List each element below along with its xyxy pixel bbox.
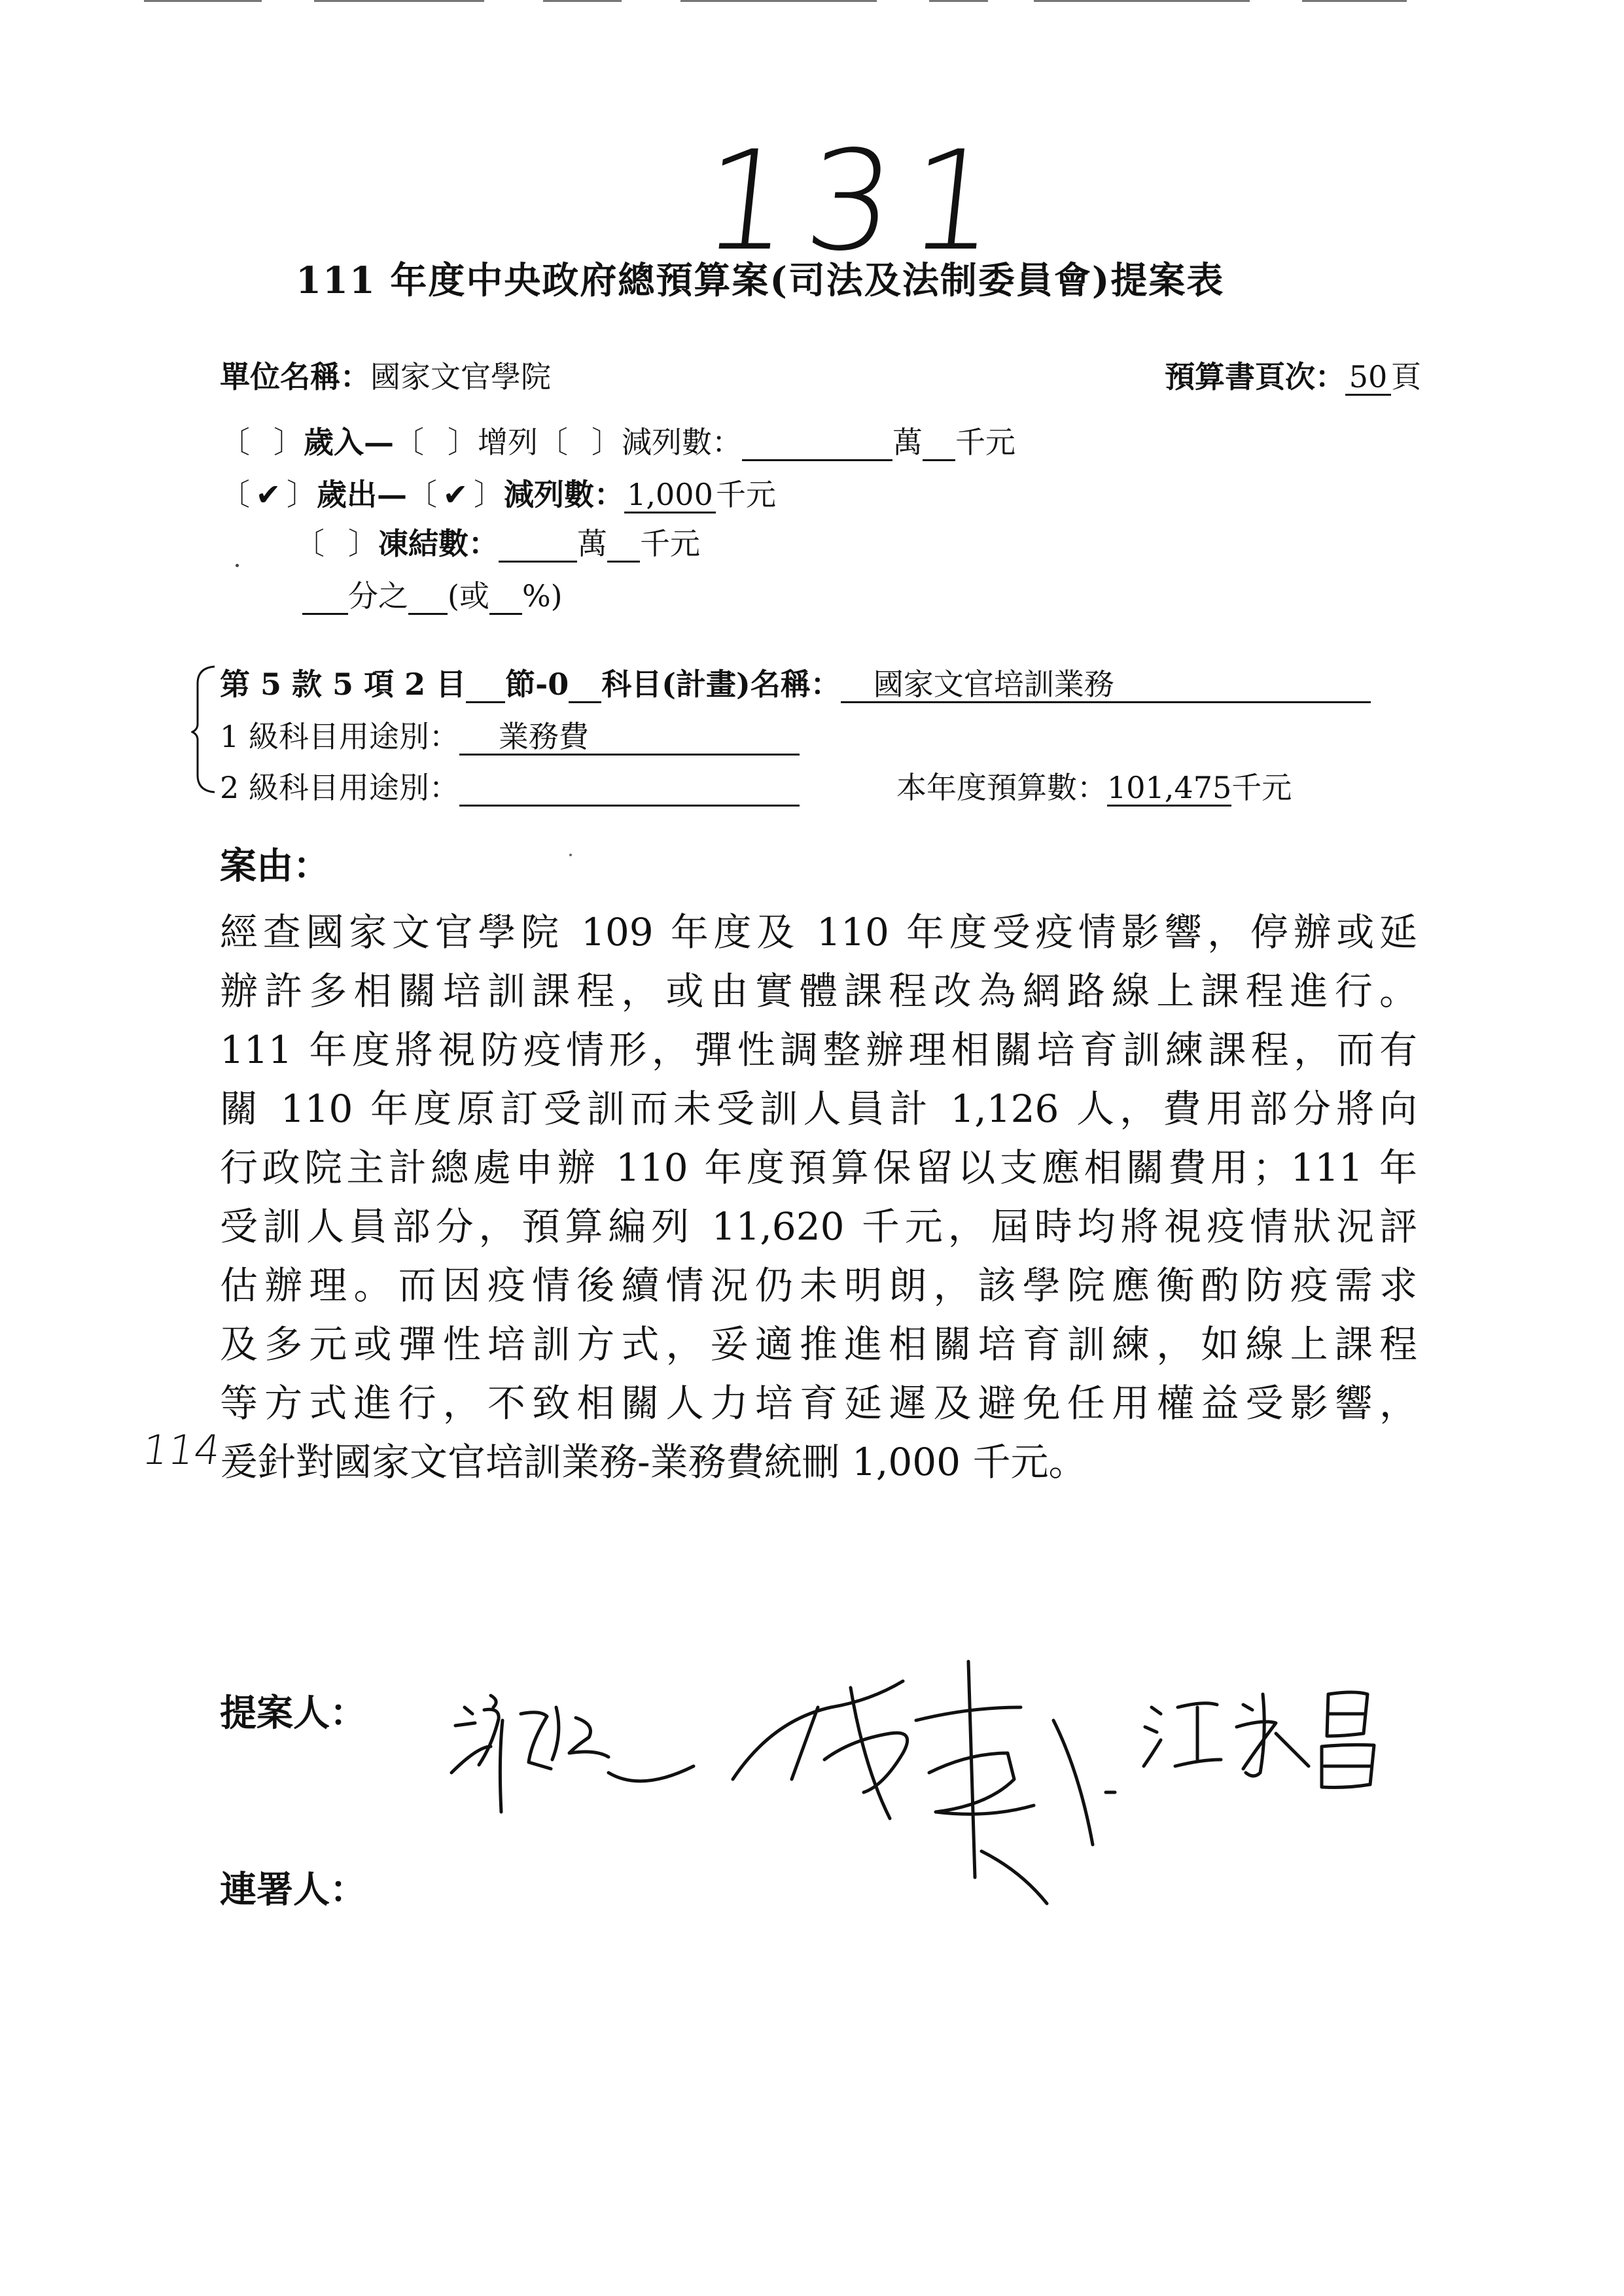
reason-line: 經查國家文官學院 109 年度及 110 年度受疫情影響，停辦或延 xyxy=(220,910,1417,954)
reason-heading: 案由： xyxy=(220,844,330,888)
freeze-checkbox[interactable]: 〔 〕 xyxy=(294,526,378,561)
freeze-row xyxy=(294,520,700,563)
freeze-wan-blank[interactable] xyxy=(499,527,577,563)
jie-label: 節-0 xyxy=(505,667,569,702)
page-ref-label: 預算書頁次： xyxy=(1165,359,1345,394)
scan-speck xyxy=(569,854,572,856)
expenditure-checkbox[interactable]: 〔 ✔ 〕 xyxy=(220,477,317,512)
top-border-dash xyxy=(1034,0,1250,2)
cosigner-label: 連署人： xyxy=(220,1868,366,1911)
decrease-checkbox[interactable]: 〔 〕 xyxy=(538,425,622,460)
percent-blank[interactable] xyxy=(489,580,522,615)
increase-label: 增列 xyxy=(478,425,538,460)
top-border-dash xyxy=(314,0,484,2)
budget-value: 101,475 xyxy=(1107,770,1232,805)
handwritten-margin-note: 114 xyxy=(139,1426,224,1474)
fraction-label: 分之 xyxy=(348,578,408,614)
account-row xyxy=(220,661,1371,704)
fraction-or-label: (或 xyxy=(448,578,489,614)
increase-checkbox[interactable]: 〔 〕 xyxy=(394,425,478,460)
scan-speck xyxy=(236,564,239,567)
reason-line: 及多元或彈性培訓方式，妥適推進相關培育訓練，如線上課程 xyxy=(220,1322,1417,1366)
revenue-row xyxy=(220,419,1015,462)
subject-value: 國家文官培訓業務 xyxy=(841,668,1371,703)
level1-label: 1 級科目用途別： xyxy=(220,719,459,754)
budget-label: 本年度預算數： xyxy=(896,770,1107,805)
revenue-qian-blank[interactable] xyxy=(923,426,955,461)
check-icon: ✔ xyxy=(255,477,281,512)
expenditure-label: 歲出— xyxy=(317,477,407,512)
level1-row xyxy=(220,713,800,756)
top-border-dash xyxy=(543,0,622,2)
page-ref-suffix: 頁 xyxy=(1391,359,1421,394)
subject-label: 科目(計畫)名稱： xyxy=(601,667,841,702)
freeze-label: 凍結數： xyxy=(378,526,499,561)
reason-line: 等方式進行，不致相關人力培育延遲及避免任用權益受影響， xyxy=(220,1381,1417,1425)
revenue-wan-blank[interactable] xyxy=(742,426,892,461)
unit-value: 國家文官學院 xyxy=(370,359,551,394)
top-border-dash xyxy=(680,0,877,2)
budget-unit: 千元 xyxy=(1231,770,1292,805)
fraction-numerator-blank[interactable] xyxy=(302,580,348,615)
proposer-signatures xyxy=(393,1642,1505,1917)
freeze-qian-blank[interactable] xyxy=(607,527,640,563)
level2-value[interactable] xyxy=(459,771,800,807)
reason-line: 111 年度將視防疫情形，彈性調整辦理相關培育訓練課程，而有 xyxy=(220,1028,1417,1072)
revenue-decrease-label: 減列數： xyxy=(622,425,742,460)
expenditure-row xyxy=(220,471,776,514)
revenue-checkbox[interactable]: 〔 〕 xyxy=(220,425,304,460)
jie-blank[interactable] xyxy=(466,668,505,703)
reason-line: 受訓人員部分，預算編列 11,620 千元，屆時均將視疫情狀況評 xyxy=(220,1204,1417,1249)
level2-label: 2 級科目用途別： xyxy=(220,770,459,805)
reason-line: 爰針對國家文官培訓業務-業務費統刪 1,000 千元。 xyxy=(220,1440,1087,1484)
percent-label: %) xyxy=(521,578,563,614)
unit-label: 單位名稱： xyxy=(220,359,370,394)
account-bracket xyxy=(191,664,217,795)
reason-line: 辦許多相關培訓課程，或由實體課程改為網路線上課程進行。 xyxy=(220,969,1417,1013)
expenditure-decrease-label: 減列數： xyxy=(504,477,624,512)
proposer-label: 提案人： xyxy=(220,1692,366,1735)
revenue-wan-label: 萬 xyxy=(892,425,923,460)
freeze-qian-label: 千元 xyxy=(640,526,700,561)
reason-line: 估辦理。而因疫情後續情況仍未明朗，該學院應衡酌防疫需求 xyxy=(220,1263,1417,1308)
top-border-dash xyxy=(1302,0,1407,2)
fraction-row xyxy=(302,572,563,616)
freeze-wan-label: 萬 xyxy=(577,526,607,561)
page-ref-value: 50 xyxy=(1345,360,1391,396)
check-icon: ✔ xyxy=(442,477,468,512)
account-prefix: 第 5 款 5 項 2 目 xyxy=(220,667,467,702)
document-title: 111 年度中央政府總預算案(司法及法制委員會)提案表 xyxy=(296,259,1225,302)
unit-row xyxy=(220,353,551,396)
top-border-dash xyxy=(929,0,988,2)
budget-row xyxy=(896,764,1292,807)
level2-row xyxy=(220,764,800,807)
level1-value: 業務費 xyxy=(459,720,800,756)
reason-line: 關 110 年度原訂受訓而未受訓人員計 1,126 人，費用部分將向 xyxy=(220,1087,1417,1131)
reason-line: 行政院主計總處申辦 110 年度預算保留以支應相關費用；111 年 xyxy=(220,1145,1417,1190)
expenditure-decrease-checkbox[interactable]: 〔 ✔ 〕 xyxy=(407,477,504,512)
fraction-denominator-blank[interactable] xyxy=(408,580,448,615)
revenue-qian-label: 千元 xyxy=(955,425,1015,460)
top-border-dash xyxy=(144,0,262,2)
expenditure-unit: 千元 xyxy=(716,477,776,512)
handwritten-page-number: 131 xyxy=(695,121,1021,281)
subject-blank[interactable] xyxy=(569,668,601,703)
page-ref-row xyxy=(1165,353,1421,396)
revenue-label: 歲入— xyxy=(304,425,394,460)
expenditure-amount: 1,000 xyxy=(624,478,716,513)
